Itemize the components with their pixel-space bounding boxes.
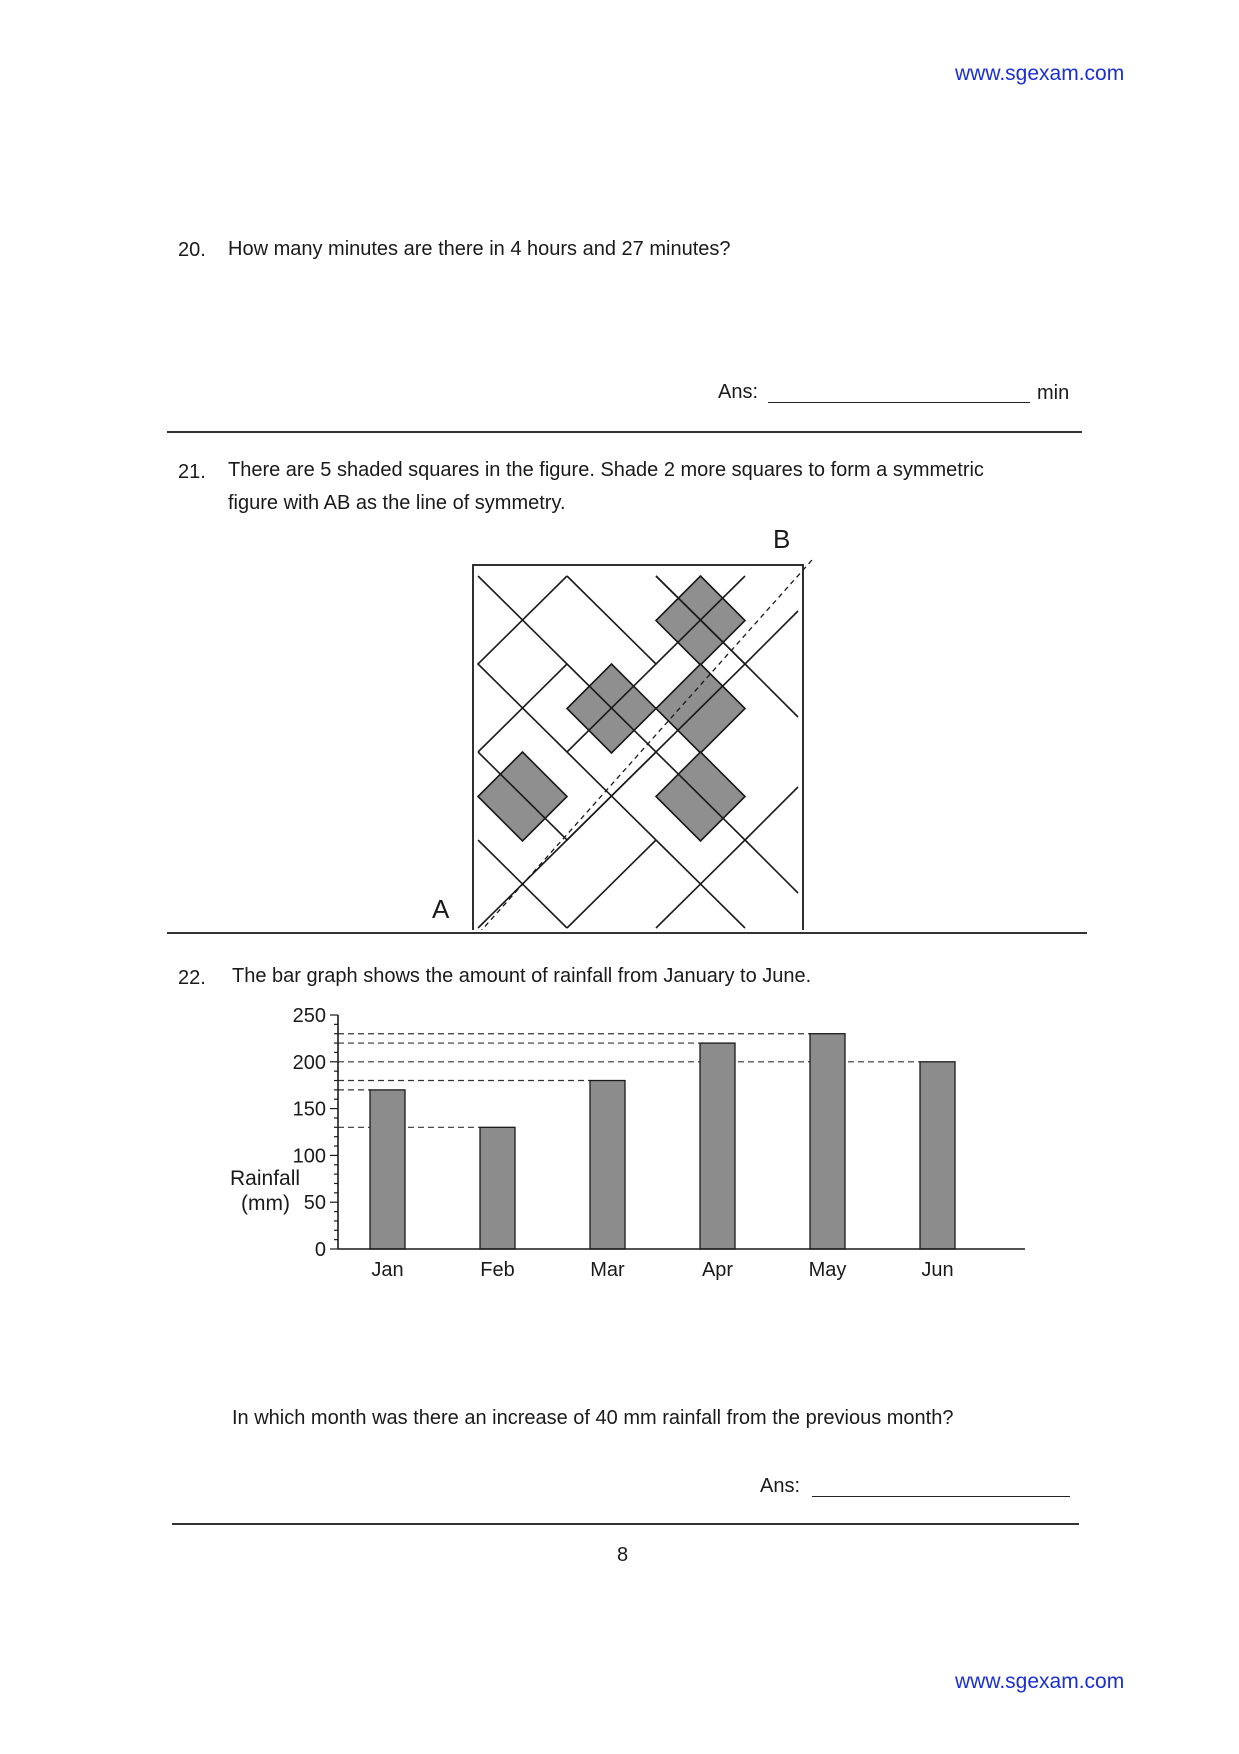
chart-x-tick-labels bbox=[371, 1259, 953, 1281]
y-axis-label-line2: (mm) bbox=[241, 1192, 290, 1215]
x-tick-label-jun: Jun bbox=[921, 1259, 954, 1281]
q20-ans-label: Ans: bbox=[718, 381, 759, 403]
chart-y-tick-labels bbox=[293, 1005, 326, 1261]
section-divider-20 bbox=[167, 431, 1082, 433]
y-tick-label: 150 bbox=[292, 1098, 326, 1121]
x-tick-label-apr: Apr bbox=[701, 1259, 734, 1281]
x-tick-label-feb: Feb bbox=[480, 1259, 515, 1281]
x-tick-label-mar: Mar bbox=[590, 1259, 625, 1281]
header-site-link[interactable]: www.sgexam.com bbox=[955, 62, 1125, 85]
y-tick-label: 0 bbox=[314, 1239, 326, 1261]
q22-answer-line[interactable] bbox=[812, 1496, 1070, 1497]
q22-number: 22. bbox=[178, 967, 206, 989]
q20-number: 20. bbox=[178, 239, 206, 261]
page-number: 8 bbox=[617, 1544, 629, 1566]
q22-question: In which month was there an increase of 40 mm rainfall from the previous month? bbox=[232, 1407, 954, 1429]
q21-text-line1: There are 5 shaded squares in the figure. Shade 2 more squares to form a symmetric bbox=[228, 459, 984, 481]
bar-apr bbox=[700, 1043, 735, 1249]
symmetry-line-ab bbox=[455, 560, 812, 930]
q22-text: The bar graph shows the amount of rainfall from January to June. bbox=[232, 965, 812, 987]
bar-jun bbox=[920, 1062, 955, 1249]
q20-unit: min bbox=[1037, 382, 1070, 404]
y-axis-label-line1: Rainfall bbox=[230, 1167, 301, 1190]
q21-text-line2: figure with AB as the line of symmetry. bbox=[228, 492, 566, 514]
y-tick-label: 100 bbox=[292, 1145, 326, 1168]
chart-bars bbox=[370, 1034, 955, 1249]
x-tick-label-jan: Jan bbox=[371, 1259, 404, 1281]
bar-jan bbox=[370, 1090, 405, 1249]
y-tick-label: 50 bbox=[303, 1192, 326, 1215]
q21-number: 21. bbox=[178, 461, 206, 483]
q20-answer-line[interactable] bbox=[768, 402, 1030, 403]
footer-site-link[interactable]: www.sgexam.com bbox=[955, 1670, 1125, 1693]
label-a: A bbox=[432, 894, 450, 924]
bar-mar bbox=[590, 1081, 625, 1249]
y-tick-label: 200 bbox=[292, 1051, 326, 1074]
q20-text: How many minutes are there in 4 hours and 27 minutes? bbox=[228, 238, 731, 260]
rainfall-bar-chart bbox=[215, 1005, 1045, 1395]
bar-may bbox=[810, 1034, 845, 1249]
q22-ans-label: Ans: bbox=[760, 1475, 801, 1497]
x-tick-label-may: May bbox=[808, 1259, 847, 1281]
section-divider-22 bbox=[172, 1523, 1079, 1525]
bar-feb bbox=[480, 1127, 515, 1249]
y-tick-label: 250 bbox=[292, 1005, 326, 1027]
label-b: B bbox=[773, 524, 791, 554]
symmetry-figure bbox=[420, 520, 820, 930]
section-divider-21 bbox=[167, 932, 1087, 934]
